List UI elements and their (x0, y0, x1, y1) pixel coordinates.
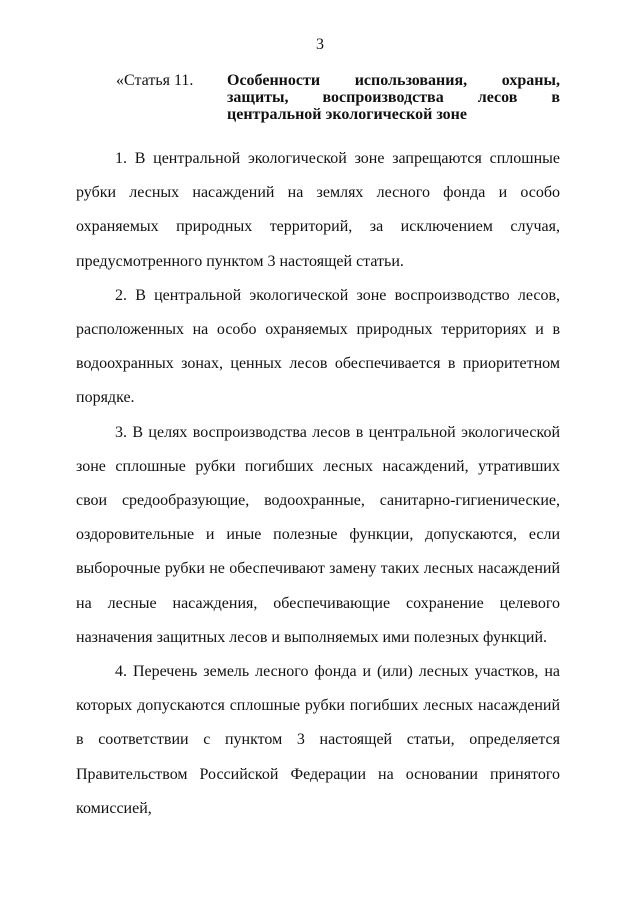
paragraph-2: 2. В центральной экологической зоне воспроизводство лесов, расположенных на особо охраняемых природных территориях и в водоохранных зонах, ценных лесов обеспечивается в приоритетном порядке. (76, 286, 560, 407)
page-number: 3 (316, 36, 324, 53)
paragraph-3: 3. В целях воспроизводства лесов в центральной экологической зоне сплошные рубки погибших лесных насаждений, утративших свои средообразующие, водоохранные, санитарно-гигиенические, оздоровительные и иные полезные функции, допускаются, если выборочные рубки не обеспечивают замену таких лесных насаждений на лесные насаждения, обеспечивающие сохранение целевого назначения защитных лесов и выполняемых ими полезных функций. (76, 423, 560, 646)
paragraph-4: 4. Перечень земель лесного фонда и (или) лесных участков, на которых допускаются сплошные рубки погибших лесных насаждений в соответствии с пунктом 3 настоящей статьи, определяется Правительством Российской Федерации на основании принятого комиссией, (76, 663, 560, 817)
article-title: Особенности использования, охраны, защиты, воспроизводства лесов в центральной экологической зоне (227, 72, 560, 123)
article-body (76, 142, 560, 826)
paragraph-1: 1. В центральной экологической зоне запрещаются сплошные рубки лесных насаждений на землях лесного фонда и особо охраняемых природных территорий, за исключением случая, предусмотренного пунктом 3 настоящей статьи. (76, 150, 560, 270)
article-label: «Статья 11. (116, 72, 194, 89)
